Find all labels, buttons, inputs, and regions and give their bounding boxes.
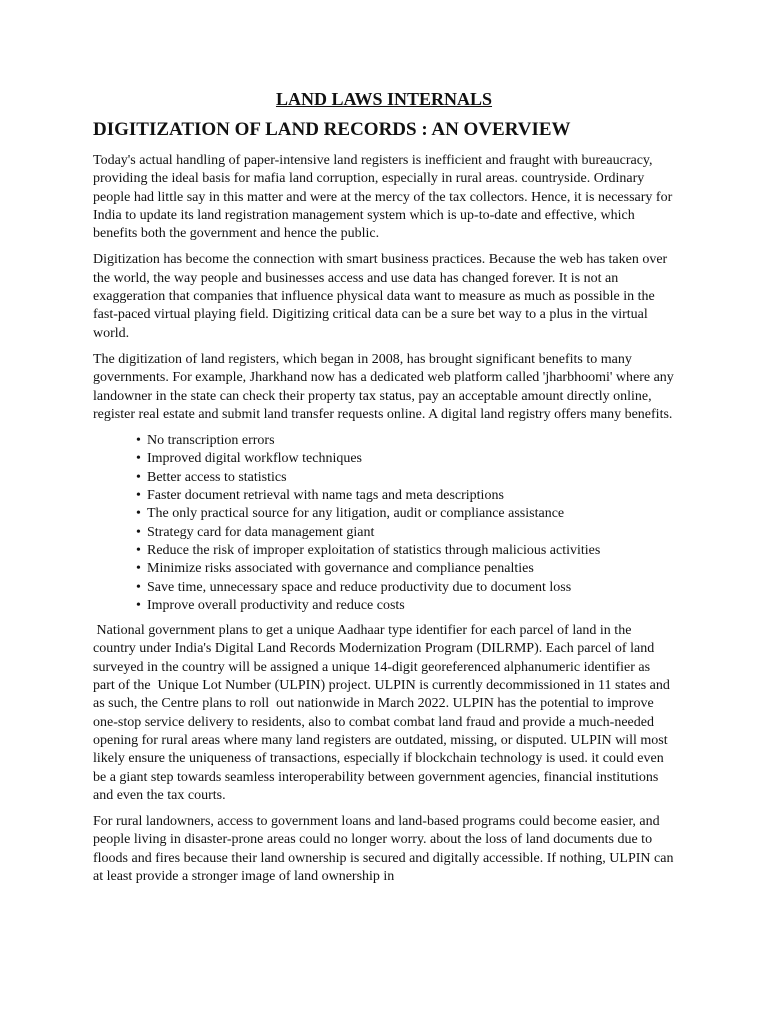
list-item-text: No transcription errors	[147, 433, 275, 449]
paragraph-ulpin: National government plans to get a unique Aadhaar type identifier for each parcel of land in the country under India's Digital Land Records Modernization Program (DILRMP). Each parcel of land surveyed in the country will be assigned a unique 14-digit georeferenced alphanumeric identifier as part of the Unique Lot Number (ULPIN) project. ULPIN is currently decommissioned in 11 states and as such, the Centre plans to roll out nationwide in March 2022. ULPIN has the potential to improve one-stop service delivery to residents, also to combat combat land fraud and provide a much-needed opening for rural areas where many land registers are outdated, missing, or disputed. ULPIN will most likely ensure the uniqueness of transactions, especially if blockchain technology is used. it could even be a giant step towards seamless interoperability between government agencies, financial institutions and even the tax courts.	[93, 623, 674, 803]
list-item-text: Faster document retrieval with name tags and meta descriptions	[147, 488, 504, 504]
bullet-icon: •	[136, 542, 141, 558]
list-item	[136, 524, 675, 542]
list-item-text: The only practical source for any litigation, audit or compliance assistance	[147, 506, 565, 522]
bullet-icon: •	[136, 524, 141, 540]
bullet-icon: •	[136, 469, 141, 485]
list-item	[136, 432, 675, 450]
bullet-icon: •	[136, 597, 141, 613]
list-item-text: Better access to statistics	[147, 469, 287, 485]
benefits-list	[93, 432, 675, 615]
bullet-icon: •	[136, 561, 141, 577]
list-item	[136, 579, 675, 597]
paragraph-benefits-intro: The digitization of land registers, which began in 2008, has brought significant benefits to many governments. For example, Jharkhand now has a dedicated web platform called 'jharbhoomi' where any landowner in the state can check their property tax status, pay an acceptable amount directly online, register real estate and submit land transfer requests online. A digital land registry offers many benefits.	[93, 351, 674, 422]
list-item-text: Strategy card for data management giant	[147, 524, 375, 540]
list-item	[136, 505, 675, 523]
list-item	[136, 560, 675, 578]
bullet-icon: •	[136, 488, 141, 504]
list-item	[136, 450, 675, 468]
document-title: LAND LAWS INTERNALS	[275, 89, 493, 109]
list-item-text: Improved digital workflow techniques	[147, 451, 363, 467]
list-item-text: Minimize risks associated with governance and compliance penalties	[147, 561, 534, 577]
bullet-icon: •	[136, 451, 141, 467]
list-item-text: Save time, unnecessary space and reduce productivity due to document loss	[147, 579, 572, 595]
paragraph-rural-landowners: For rural landowners, access to government loans and land-based programs could become easier, and people living in disaster-prone areas could no longer worry. about the loss of land documents due to floods and fires because their land ownership is secured and digitally accessible. If nothing, ULPIN can at least provide a stronger image of land ownership in	[93, 814, 674, 884]
list-item-text: Reduce the risk of improper exploitation of statistics through malicious activities	[147, 542, 601, 558]
bullet-icon: •	[136, 506, 141, 522]
bullet-icon: •	[136, 433, 141, 449]
document-page	[93, 88, 675, 894]
list-item	[136, 597, 675, 615]
paragraph-intro: Today's actual handling of paper-intensive land registers is inefficient and fraught with bureaucracy, providing the ideal basis for mafia land corruption, especially in rural areas. countryside. Ordinary people had little say in this matter and were at the mercy of the tax collectors. Hence, it is necessary for India to update its land registration management system which is up-to-date and effective, which benefits both the government and hence the public.	[93, 153, 673, 242]
list-item	[136, 542, 675, 560]
list-item-text: Improve overall productivity and reduce costs	[147, 597, 405, 613]
list-item	[136, 469, 675, 487]
paragraph-digitization: Digitization has become the connection with smart business practices. Because the web has taken over the world, the way people and businesses access and use data has changed forever. It is not an exaggeration that companies that influence physical data want to measure as much as possible in the fast-paced virtual playing field. Digitizing critical data can be a sure bet way to a plus in the virtual world.	[93, 252, 668, 341]
document-subtitle: DIGITIZATION OF LAND RECORDS : AN OVERVIEW	[93, 119, 571, 140]
list-item	[136, 487, 675, 505]
bullet-icon: •	[136, 579, 141, 595]
